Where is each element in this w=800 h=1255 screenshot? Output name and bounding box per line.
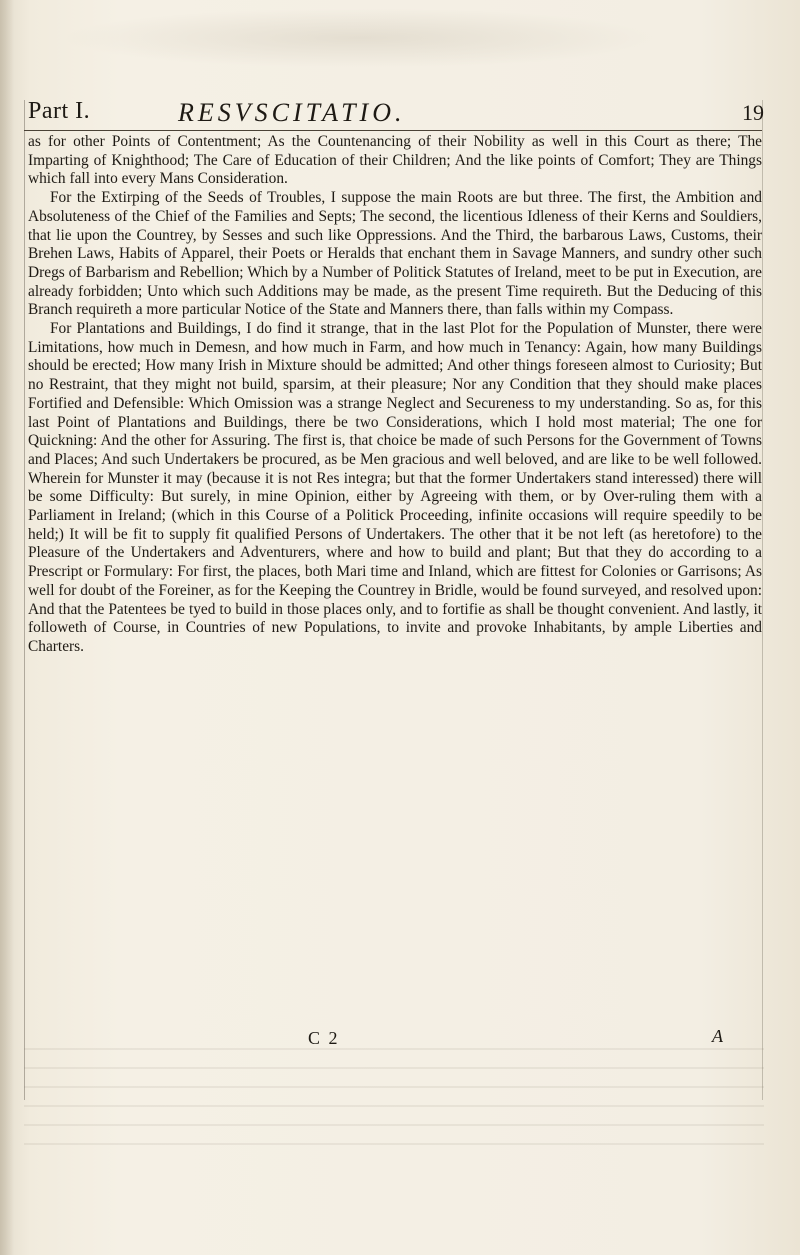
page-number: 19 (742, 100, 764, 125)
paragraph-contentment: as for other Points of Contentment; As the Countenancing of their Nobility as well in this Court as there; The Imparting of Knighthood; The Care of Education of their Children; And the like points of Comfort; They are Things which fall into every Mans Consideration. (28, 133, 762, 188)
paragraph-plantations: For Plantations and Buildings, I do find it strange, that in the last Plot for the Population of Munster, there were Limitations, how much in Demesn, and how much in Farm, and how much in Tenancy: Again, how many Buildings should be erected; How many Irish in Mixture should be admitted; And other things foreseen almost to Curiosity; But no Restraint, that they might not build, sparsim, at their pleasure; Nor any Condition that they should make places Fortified and Defensible: Which Omission was a strange Neglect and Secureness to my understanding. So as, for this last Point of Plantations and Buildings, there be two Considerations, which I hold most material; The one for Quickning: And the other for Assuring. The first is, that choice be made of such Persons for the Government of Towns and Places; And such Undertakers be procured, as be Men gracious and well beloved, and are like to be well followed. Wherein for Munster it may (because it is not Res integra; but that the former Undertakers stand interessed) there will be some Difficulty: But surely, in mine Opinion, either by Agreeing with them, or by Over-ruling them with a Parliament in Ireland; (which in this Course of a Politick Proceeding, infinite occasions will require speedily to be held;) It will be fit to supply fit qualified Persons of Undertakers. The other that it be not left (as heretofore) to the Pleasure of the Undertakers and Adventurers, where and how to build and plant; But that they do according to a Prescript or Formulary: For first, the places, both Mari time and Inland, which are fittest for Colonies or Garrisons; As well for doubt of the Foreiner, as for the Keeping the Countrey in Bridle, would be found surveyed, and resolved upon: And that the Patentees be tyed to build in those places only, and to fortifie as shall be thought convenient. And lastly, it followeth of Course, in Countries of new Populations, to invite and provoke Inhabitants, by ample Liberties and Charters. (28, 320, 762, 655)
paragraph-extirping: For the Extirping of the Seeds of Troubles, I suppose the main Roots are but three. The first, the Ambition and Absoluteness of the Chief of the Families and Septs; The second, the licentious Idleness of their Kerns and Souldiers, that lie upon the Countrey, by Sesses and such like Oppressions. And the Third, the barbarous Laws, Customs, their Brehen Laws, Habits of Apparel, their Poets or Heralds that enchant them in Savage Manners, and sundry other such Dregs of Barbarism and Rebellion; Which by a Number of Politick Statutes of Ireland, meet to be put in Execution, are already forbidden; Unto which such Additions may be made, as the present Time requireth. But the Deducing of this Branch requireth a more particular Notice of the State and Manners there, than falls within my Compass. (28, 189, 762, 319)
left-margin-rule (24, 100, 25, 1100)
header-rule (24, 130, 762, 131)
paper-stain (60, 8, 660, 68)
part-label: Part I. (28, 98, 91, 124)
body-text (28, 133, 762, 657)
show-through-lines (24, 1048, 764, 1148)
right-margin-rule (762, 100, 763, 1100)
catchword: A (712, 1026, 723, 1046)
signature-mark: C 2 (308, 1028, 340, 1048)
binding-gutter-shadow (0, 0, 14, 1255)
running-title: RESVSCITATIO. (178, 98, 406, 127)
